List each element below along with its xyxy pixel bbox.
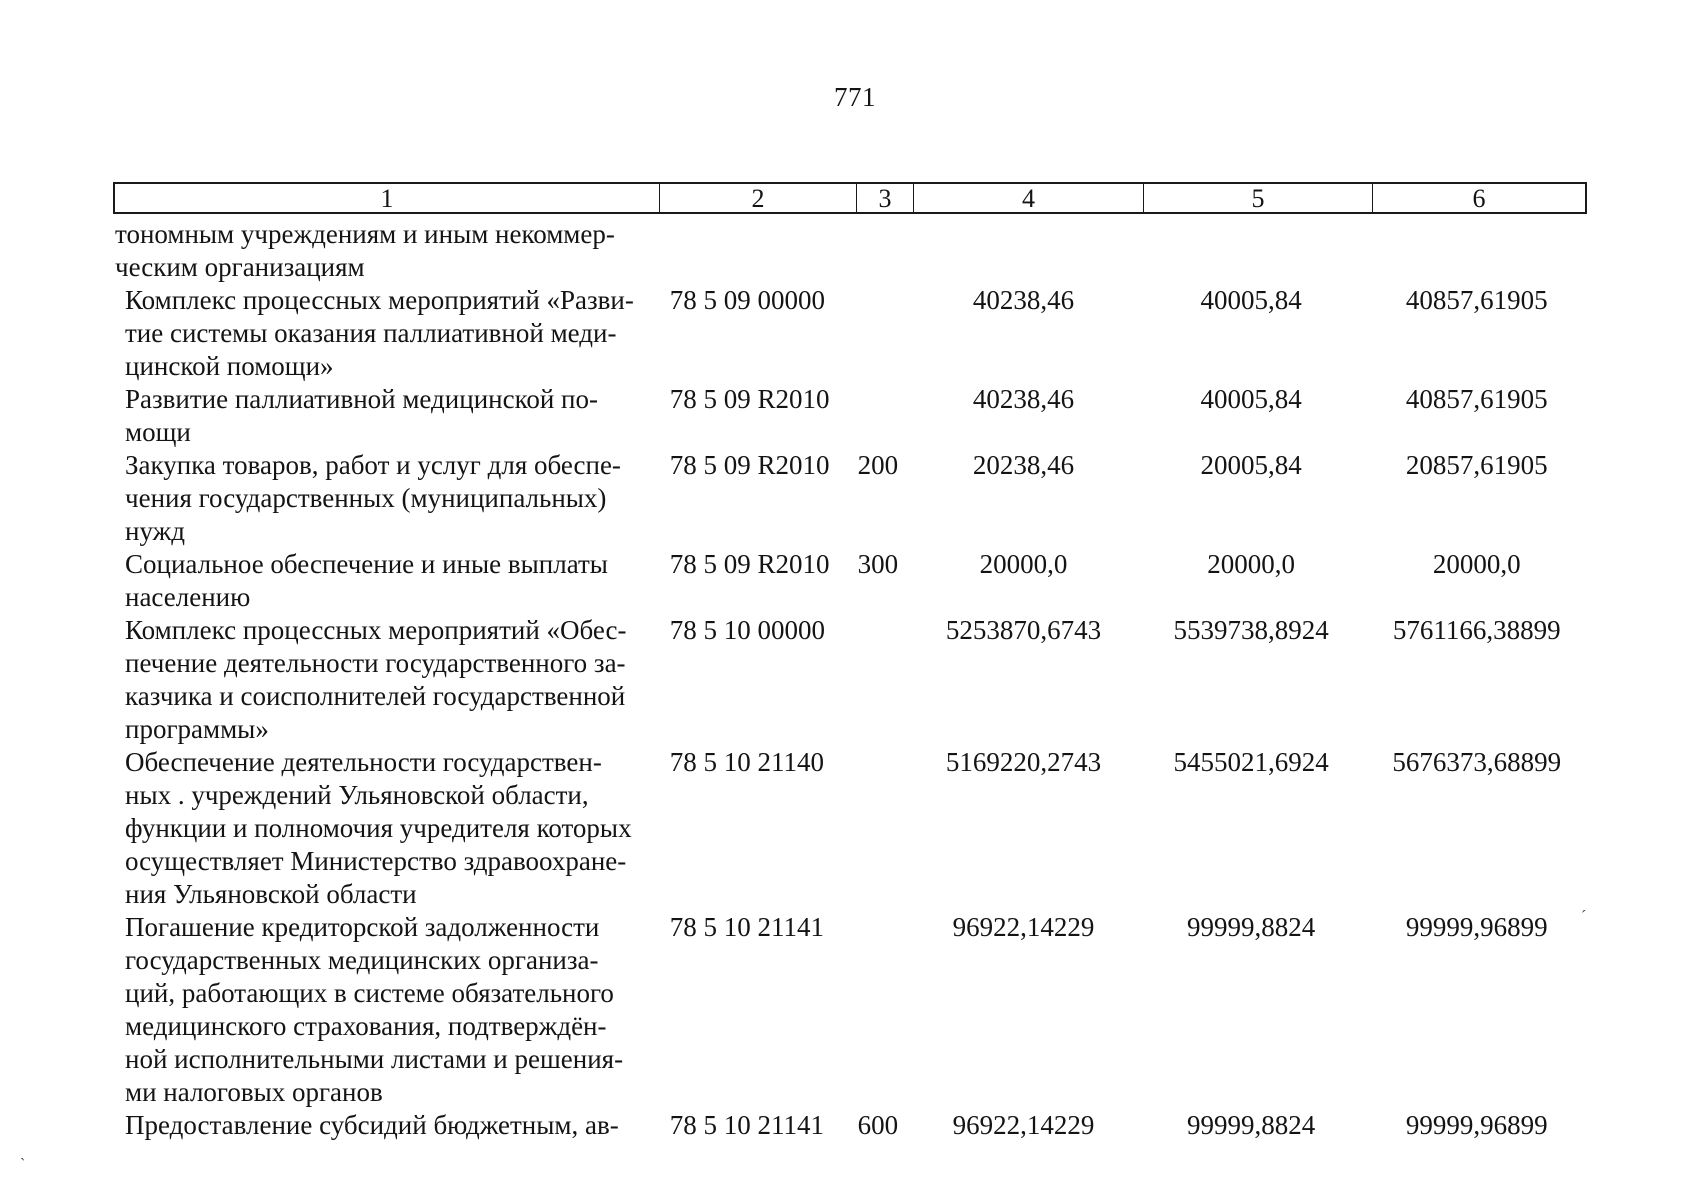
budget-table-body [115,218,1589,1142]
row-name-line: осуществляет Министерство здравоохране- [125,846,627,876]
table-row [115,548,1589,614]
row-expense-type [854,284,910,383]
row-value-col6: 5761166,38899 [1392,615,1561,645]
row-value-col5: 40005,84 [1200,285,1302,315]
row-expense-type: 600 [857,1110,899,1140]
row-value-col5: 20000,0 [1207,549,1295,579]
row-name-line: Социальное обеспечение и иные выплаты [125,549,608,579]
header-col-4: 4 [914,184,1144,212]
row-name-line: ния Ульяновской области [125,879,417,909]
row-value-col6: 5676373,68899 [1392,747,1562,777]
row-name [115,746,657,911]
row-name-line: Закупка товаров, работ и услуг для обеспе- [125,450,621,480]
page-number: 771 [834,82,876,112]
row-name-line: ческим организациям [115,252,365,282]
row-value-col5 [1138,218,1365,284]
header-col-5: 5 [1144,184,1373,212]
table-row [115,284,1589,383]
row-value-col4: 5253870,6743 [945,615,1102,645]
scan-speck: ˋ [20,1156,26,1173]
row-name-line: программы» [125,714,269,744]
row-expense-type [854,614,910,746]
row-value-col4: 96922,14229 [952,912,1095,942]
row-expense-type [854,218,910,284]
row-name [115,911,657,1109]
row-name-line: нужд [125,516,185,546]
row-code: 78 5 10 21140 [669,747,824,777]
table-row [115,614,1589,746]
row-name-line: Обеспечение деятельности государствен- [125,747,602,777]
row-value-col6 [1364,218,1589,284]
row-value-col6: 20000,0 [1432,549,1521,579]
row-name-line: функции и полномочия учредителя которых [125,813,632,843]
row-name [115,284,657,383]
row-expense-type [854,383,910,449]
row-value-col5: 5455021,6924 [1173,747,1329,777]
row-name-line: Предоставление субсидий бюджетным, ав- [125,1110,619,1140]
row-value-col6: 40857,61905 [1405,285,1548,315]
row-value-col4: 40238,46 [972,285,1075,315]
row-code: 78 5 10 00000 [669,615,825,645]
row-name [115,548,657,614]
row-expense-type: 300 [857,549,899,579]
row-value-col5: 40005,84 [1200,384,1302,414]
scan-speck: ˊ [1581,908,1587,925]
row-value-col6: 99999,96899 [1405,1110,1548,1140]
row-value-col4: 40238,46 [972,384,1075,414]
table-row [115,218,1589,284]
row-code: 78 5 09 00000 [669,285,825,315]
row-name-line: мощи [125,417,191,447]
row-code: 78 5 09 R2010 [669,549,830,579]
row-name [115,383,657,449]
header-col-3: 3 [857,184,914,212]
row-name [115,614,657,746]
row-value-col5: 99999,8824 [1186,1110,1316,1140]
row-name-line: цинской помощи» [125,351,334,381]
row-value-col6: 99999,96899 [1405,912,1548,942]
row-name-line: ной исполнительными листами и решения- [125,1044,624,1074]
row-value-col5: 5539738,8924 [1173,615,1329,645]
row-name-line: Погашение кредиторской задолженности [125,912,600,942]
row-name-line: ций, работающих в системе обязательного [125,978,614,1008]
row-name-line: ми налоговых органов [125,1077,383,1107]
row-name-line: тие системы оказания паллиативной меди- [125,318,617,348]
table-row [115,449,1589,548]
row-name-line: тономным учреждениям и иным некоммер- [115,219,615,249]
row-name-line: Комплекс процессных мероприятий «Разви- [125,285,634,315]
row-code: 78 5 10 21141 [669,1110,824,1140]
header-col-2: 2 [660,184,857,212]
row-code: 78 5 09 R2010 [669,450,830,480]
row-value-col4: 20238,46 [972,450,1075,480]
row-code [657,218,854,284]
row-value-col4: 20000,0 [979,549,1068,579]
table-row [115,383,1589,449]
row-name-line: медицинского страхования, подтверждён- [125,1011,607,1041]
table-row [115,1109,1589,1142]
row-name-line: казчика и соисполнителей государственной [125,681,626,711]
row-name-line: печение деятельности государственного за- [125,648,626,678]
table-row [115,911,1589,1109]
row-name-line: чения государственных (муниципальных) [125,483,607,513]
row-value-col4: 96922,14229 [952,1110,1095,1140]
row-expense-type [854,746,910,911]
row-name-line: Комплекс процессных мероприятий «Обес- [125,615,627,645]
row-name [115,449,657,548]
row-code: 78 5 09 R2010 [669,384,830,414]
row-name-line: государственных медицинских организа- [125,945,599,975]
table-row [115,746,1589,911]
row-expense-type [854,911,910,1109]
row-code: 78 5 10 21141 [669,912,824,942]
header-col-6: 6 [1472,184,1486,213]
row-name [115,218,657,284]
row-value-col4 [909,218,1138,284]
row-value-col6: 20857,61905 [1405,450,1548,480]
row-value-col5: 20005,84 [1200,450,1302,480]
row-value-col6: 40857,61905 [1405,384,1548,414]
row-name-line: Развитие паллиативной медицинской по- [125,384,598,414]
row-name-line: населению [125,582,251,612]
row-value-col5: 99999,8824 [1186,912,1316,942]
row-name [115,1109,657,1142]
table-header [113,182,1587,214]
row-value-col4: 5169220,2743 [945,747,1102,777]
row-expense-type: 200 [857,450,899,480]
row-name-line: ных . учреждений Ульяновской области, [125,780,589,810]
header-col-1: 1 [115,184,660,212]
